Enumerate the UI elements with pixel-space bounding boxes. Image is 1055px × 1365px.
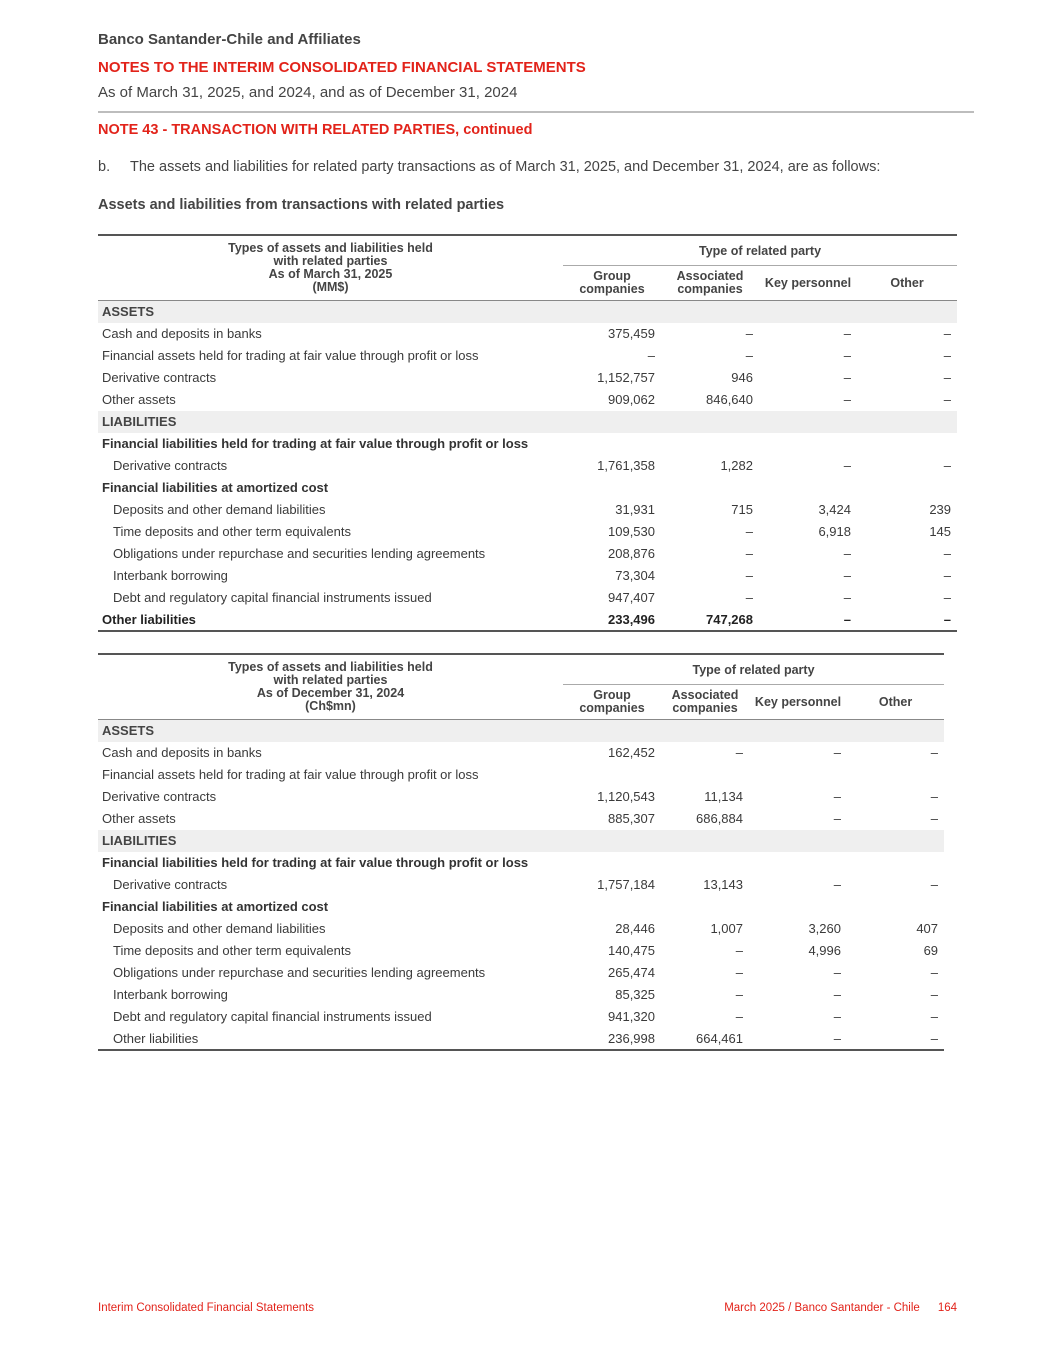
cell-other [847,896,944,918]
subheading-row [98,433,957,455]
cell-key-personnel: 3,260 [808,921,841,936]
table-row [98,499,957,521]
cell-key-personnel: – [843,348,851,363]
cell-other: – [943,392,952,407]
subheading-row [98,852,944,874]
section-row [98,301,957,323]
cell-other: – [943,458,952,473]
row-label: Obligations under repurchase and securities lending agreements [113,546,486,561]
row-label: Time deposits and other term equivalents [113,524,351,539]
col-line: Associated [671,688,739,702]
col-line: Group [593,269,631,283]
cell-key-personnel: – [843,546,851,561]
cell-group [563,301,661,323]
row-label: Debt and regulatory capital financial instruments issued [113,1009,432,1024]
cell-other: 239 [929,502,952,517]
desc-line: Types of assets and liabilities held [228,241,433,255]
cell-key-personnel: – [833,987,841,1002]
cell-group: 1,120,543 [597,789,655,804]
row-label: Financial assets held for trading at fair value through profit or loss [102,348,479,363]
cell-associated [661,896,749,918]
cell-other [857,477,957,499]
cell-group [563,852,661,874]
cell-associated: 846,640 [706,392,753,407]
row-label: LIABILITIES [98,830,563,852]
cell-associated [661,433,759,455]
cell-key-personnel: – [843,458,851,473]
section-row [98,830,944,852]
cell-other: – [930,1009,939,1024]
cell-key-personnel [759,301,857,323]
cell-associated: – [745,348,753,363]
col-line: Other [890,275,924,290]
cell-group: 909,062 [608,392,655,407]
table-row [98,521,957,543]
cell-group: 109,530 [608,524,655,539]
cell-group: 233,496 [563,609,661,631]
cell-group: 28,446 [615,921,655,936]
company-name: Banco Santander-Chile and Affiliates [98,31,361,48]
cell-group [563,477,661,499]
cell-associated [661,830,749,852]
table-row [98,543,957,565]
cell-key-personnel [749,896,847,918]
cell-group: 265,474 [608,965,655,980]
table-row [98,874,944,896]
cell-group: 947,407 [608,590,655,605]
cell-other: – [930,811,939,826]
col-line: Key personnel [764,275,852,290]
type-of-related-party-header: Type of related party [563,235,957,266]
cell-key-personnel [759,477,857,499]
type-of-related-party-header: Type of related party [563,654,944,685]
page-number: 164 [937,1302,957,1314]
related-parties-table-2025 [98,234,957,632]
table-description-header [98,654,563,720]
cell-other: – [930,965,939,980]
cell-key-personnel [749,720,847,742]
table-row [98,565,957,587]
table-row [98,764,944,786]
cell-other: – [943,326,952,341]
column-header-group [563,685,661,720]
cell-other: 407 [916,921,939,936]
cell-associated [661,764,749,786]
column-header-associated [661,685,749,720]
column-header-key-personnel [759,266,857,301]
row-label: Financial liabilities held for trading at fair value through profit or loss [102,855,529,870]
cell-other: 145 [929,524,952,539]
cell-key-personnel: – [843,370,851,385]
cell-associated: 686,884 [696,811,743,826]
desc-line: Types of assets and liabilities held [228,660,433,674]
table-row [98,1028,944,1050]
cell-key-personnel: – [749,1028,847,1050]
column-header-group [563,266,661,301]
cell-other: – [943,370,952,385]
row-label: Derivative contracts [113,458,228,473]
intro-letter: b. [98,159,111,175]
col-line: Associated [676,269,744,283]
row-label: LIABILITIES [98,411,563,433]
cell-group: 1,152,757 [597,370,655,385]
cell-other [847,764,944,786]
cell-other [847,720,944,742]
section-row [98,720,944,742]
cell-other: – [847,1028,944,1050]
table-row [98,918,944,940]
cell-other: – [930,987,939,1002]
cell-associated: 11,134 [704,789,743,804]
column-header-other [857,266,957,301]
cell-associated [661,411,759,433]
cell-key-personnel [759,411,857,433]
note-heading: NOTE 43 - TRANSACTION WITH RELATED PARTIES, continued [98,122,533,138]
table-row [98,609,957,631]
cell-associated: 946 [731,370,753,385]
col-line: Key personnel [754,694,842,709]
cell-associated: – [745,568,753,583]
table-row [98,455,957,477]
cell-key-personnel: – [833,965,841,980]
cell-associated: 715 [731,502,753,517]
header-divider [98,111,974,113]
cell-key-personnel: – [833,877,841,892]
row-label: Time deposits and other term equivalents [113,943,351,958]
footer-left: Interim Consolidated Financial Statements [98,1302,315,1314]
footer-right [724,1302,957,1314]
cell-key-personnel [759,433,857,455]
subheading-row [98,896,944,918]
cell-associated: – [735,943,743,958]
desc-line: (Ch$mn) [305,699,356,713]
cell-associated: – [735,987,743,1002]
cell-other: – [857,609,957,631]
cell-associated [661,477,759,499]
cell-group: 208,876 [608,546,655,561]
cell-other: – [943,348,952,363]
row-label: ASSETS [98,720,563,742]
desc-line: As of December 31, 2024 [256,686,405,700]
table-row [98,984,944,1006]
row-label: Financial liabilities at amortized cost [102,480,329,495]
intro-paragraph [98,159,880,175]
intro-text: The assets and liabilities for related party transactions as of March 31, 2025, and December 31, 2024, are as follows: [130,159,881,175]
table-row [98,389,957,411]
cell-associated: – [745,326,753,341]
cell-group [563,896,661,918]
row-label: Interbank borrowing [113,987,228,1002]
desc-line: As of March 31, 2025 [268,267,393,281]
cell-key-personnel: – [833,745,841,760]
cell-group: 885,307 [608,811,655,826]
cell-key-personnel: – [833,1009,841,1024]
column-header-key-personnel [749,685,847,720]
cell-key-personnel [749,830,847,852]
row-label: Derivative contracts [102,789,217,804]
cell-group [563,411,661,433]
cell-associated: 13,143 [703,877,743,892]
cell-key-personnel [749,852,847,874]
cell-group: 1,761,358 [597,458,655,473]
cell-key-personnel: – [833,811,841,826]
cell-group: 140,475 [608,943,655,958]
cell-key-personnel: 4,996 [808,943,841,958]
row-label: Other assets [102,392,176,407]
cell-group: 375,459 [608,326,655,341]
cell-associated: – [745,546,753,561]
col-line: companies [579,282,645,296]
section-row [98,411,957,433]
cell-associated: – [745,590,753,605]
table-row [98,587,957,609]
table-row [98,808,944,830]
cell-associated [661,301,759,323]
row-label: Derivative contracts [113,877,228,892]
col-line: companies [677,282,743,296]
cell-associated: – [735,1009,743,1024]
col-line: Other [878,694,913,709]
cell-other: – [930,745,939,760]
table-row [98,962,944,984]
as-of-date: As of March 31, 2025, and 2024, and as of December 31, 2024 [98,84,518,101]
cell-key-personnel: – [759,609,857,631]
table-row [98,742,944,764]
cell-group: 31,931 [615,502,655,517]
row-label: Obligations under repurchase and securities lending agreements [113,965,486,980]
cell-other [857,411,957,433]
cell-associated: 664,461 [661,1028,749,1050]
row-label: Cash and deposits in banks [102,326,262,341]
column-header-associated [661,266,759,301]
cell-associated: – [745,524,753,539]
cell-other [857,433,957,455]
cell-other: – [943,590,952,605]
cell-key-personnel: – [843,392,851,407]
cell-key-personnel: – [843,568,851,583]
table-body [98,720,944,1050]
cell-group: 236,998 [563,1028,661,1050]
row-label: Interbank borrowing [113,568,228,583]
section-title: Assets and liabilities from transactions with related parties [98,197,505,213]
table-row [98,345,957,367]
cell-group [563,433,661,455]
cell-group: 73,304 [615,568,655,583]
footer-publication: March 2025 / Banco Santander - Chile [724,1302,920,1314]
desc-line: with related parties [273,673,388,687]
cell-group: 1,757,184 [597,877,655,892]
cell-group: 162,452 [608,745,655,760]
cell-key-personnel: – [843,326,851,341]
desc-line: with related parties [273,254,388,268]
row-label: Other assets [102,811,176,826]
cell-associated: – [735,745,743,760]
cell-key-personnel [749,764,847,786]
row-label: Financial assets held for trading at fair value through profit or loss [102,767,479,782]
col-line: companies [672,701,738,715]
subheading-row [98,477,957,499]
cell-group: 85,325 [615,987,655,1002]
notes-title: NOTES TO THE INTERIM CONSOLIDATED FINANCIAL STATEMENTS [98,59,586,76]
cell-key-personnel: – [833,789,841,804]
row-label: Deposits and other demand liabilities [113,502,326,517]
cell-associated: 747,268 [661,609,759,631]
row-label: ASSETS [98,301,563,323]
cell-key-personnel: 6,918 [818,524,851,539]
row-label: Cash and deposits in banks [102,745,262,760]
col-line: Group [593,688,631,702]
cell-other [857,301,957,323]
column-header-other [847,685,944,720]
table-description-header [98,235,563,301]
cell-group: – [647,348,655,363]
row-label: Deposits and other demand liabilities [113,921,326,936]
table-body [98,301,957,631]
cell-other: – [943,546,952,561]
cell-group [563,830,661,852]
related-parties-table-2024 [98,653,944,1051]
row-label: Other liabilities [98,609,563,631]
cell-associated: – [735,965,743,980]
col-line: companies [579,701,645,715]
cell-other [847,852,944,874]
row-label: Other liabilities [98,1028,563,1050]
table-row [98,323,957,345]
cell-group: 941,320 [608,1009,655,1024]
cell-associated: 1,282 [720,458,753,473]
row-label: Debt and regulatory capital financial instruments issued [113,590,432,605]
cell-associated: 1,007 [710,921,743,936]
cell-associated [661,852,749,874]
table-row [98,786,944,808]
row-label: Derivative contracts [102,370,217,385]
cell-other [847,830,944,852]
table-row [98,1006,944,1028]
table-row [98,940,944,962]
cell-group [563,764,661,786]
cell-other: 69 [923,943,939,958]
cell-group [563,720,661,742]
cell-other: – [943,568,952,583]
cell-key-personnel: 3,424 [818,502,851,517]
cell-associated [661,720,749,742]
cell-other: – [930,877,939,892]
table-row [98,367,957,389]
desc-line: (MM$) [312,280,349,294]
cell-key-personnel: – [843,590,851,605]
row-label: Financial liabilities at amortized cost [102,899,329,914]
row-label: Financial liabilities held for trading at fair value through profit or loss [102,436,529,451]
cell-other: – [930,789,939,804]
